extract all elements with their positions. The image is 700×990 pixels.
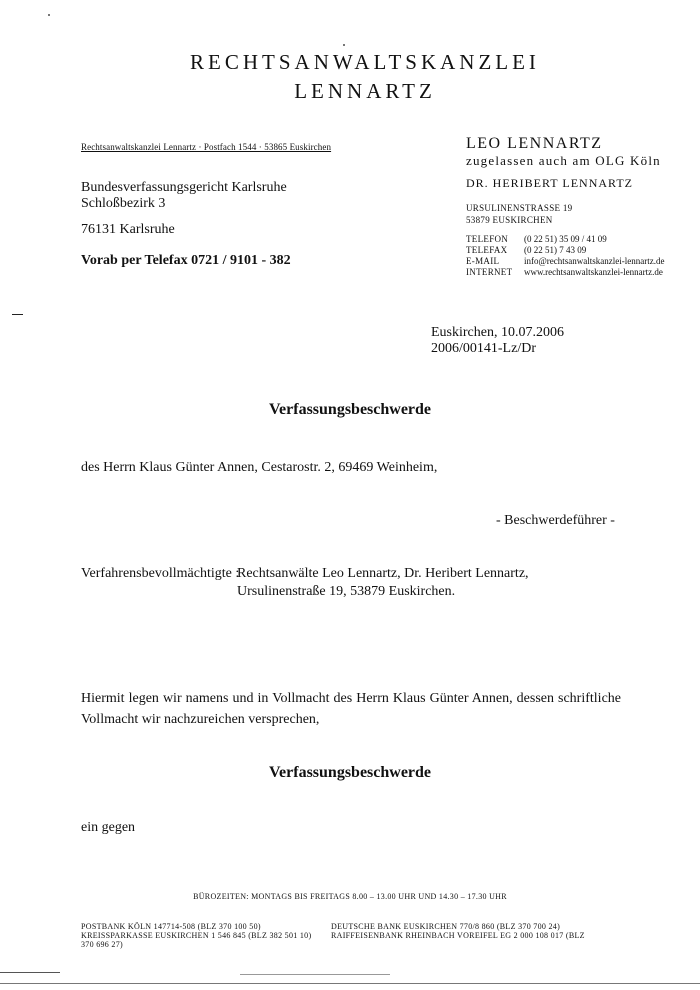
contact-value: (0 22 51) 7 43 09 — [524, 245, 587, 255]
contact-row-email — [466, 256, 664, 266]
bank-raiffeisenbank: RAIFFEISENBANK RHEINBACH VOREIFEL EG 2 000 108 017 (BLZ — [331, 931, 585, 940]
second-lawyer: DR. HERIBERT LENNARTZ — [466, 176, 633, 190]
scan-line — [0, 983, 700, 984]
file-reference: 2006/00141-Lz/Dr — [431, 341, 536, 356]
bank-deutsche-bank: DEUTSCHE BANK EUSKIRCHEN 770/8 860 (BLZ 370 700 24) — [331, 922, 561, 931]
contact-row-fax — [466, 245, 586, 255]
contact-label: INTERNET — [466, 267, 513, 277]
margin-mark — [12, 314, 23, 315]
scan-line — [240, 974, 390, 975]
sender-city: 53879 EUSKIRCHEN — [466, 215, 553, 225]
letter-date: Euskirchen, 10.07.2006 — [431, 325, 564, 340]
contact-label: E-MAIL — [466, 256, 500, 266]
recipient-line1: Bundesverfassungsgericht Karlsruhe — [81, 180, 287, 195]
contact-label: TELEFON — [466, 234, 509, 244]
complainant-role: - Beschwerdeführer - — [496, 513, 615, 528]
contact-row-internet — [466, 267, 663, 277]
bank-kreissparkasse: KREISSPARKASSE EUSKIRCHEN 1 546 845 (BLZ 382 501 10) — [81, 931, 312, 940]
firm-title-line1: RECHTSANWALTSKANZLEI — [190, 50, 540, 74]
contact-value: (0 22 51) 35 09 / 41 09 — [524, 234, 607, 244]
scan-speck — [48, 14, 50, 16]
closing-text: ein gegen — [81, 820, 136, 835]
recipient-line2: Schloßbezirk 3 — [81, 196, 166, 211]
firm-title-line2: LENNARTZ — [294, 79, 436, 103]
heading-constitutional-complaint-2: Verfassungsbeschwerde — [268, 764, 432, 781]
lawyer-admission: zugelassen auch am OLG Köln — [466, 153, 661, 168]
contact-row-phone — [466, 234, 607, 244]
office-hours: BÜROZEITEN: MONTAGS BIS FREITAGS 8.00 – 13.00 UHR UND 14.30 – 17.30 UHR — [193, 892, 507, 901]
counsel-line1: Rechtsanwälte Leo Lennartz, Dr. Heribert Lennartz, — [237, 566, 529, 581]
scan-line — [0, 972, 60, 973]
lawyer-name: LEO LENNARTZ — [466, 135, 603, 152]
complainant-line: des Herrn Klaus Günter Annen, Cestarostr. 2, 69469 Weinheim, — [81, 460, 438, 475]
contact-value: info@rechtsanwaltskanzlei-lennartz.de — [524, 256, 665, 266]
intro-paragraph: Hiermit legen wir namens und in Vollmacht des Herrn Klaus Günter Annen, dessen schriftliche Vollmacht wir nachzureichen versprechen, — [81, 691, 621, 727]
bank-postbank: POSTBANK KÖLN 147714-508 (BLZ 370 100 50) — [81, 922, 261, 931]
recipient-line3: 76131 Karlsruhe — [81, 222, 175, 237]
counsel-label: Verfahrensbevollmächtigte : — [81, 566, 240, 581]
bank-raiffeisenbank-cont: 370 696 27) — [81, 940, 123, 949]
contact-label: TELEFAX — [466, 245, 508, 255]
contact-value: www.rechtsanwaltskanzlei-lennartz.de — [524, 267, 663, 277]
heading-constitutional-complaint: Verfassungsbeschwerde — [268, 401, 432, 418]
fax-note: Vorab per Telefax 0721 / 9101 - 382 — [81, 253, 291, 268]
return-address: Rechtsanwaltskanzlei Lennartz · Postfach 1544 · 53865 Euskirchen — [81, 142, 332, 152]
sender-street: URSULINENSTRASSE 19 — [466, 203, 573, 213]
scan-speck — [343, 44, 345, 46]
counsel-line2: Ursulinenstraße 19, 53879 Euskirchen. — [237, 584, 456, 599]
